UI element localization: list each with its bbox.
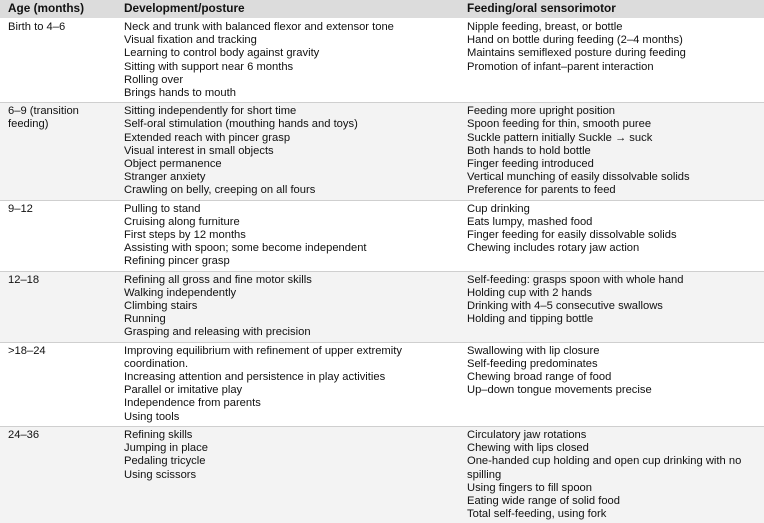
development-item: Improving equilibrium with refinement of upper extremity coordination. bbox=[124, 344, 402, 370]
development-item: Parallel or imitative play bbox=[124, 384, 243, 397]
feeding-item: Self-feeding: grasps spoon with whole hand bbox=[467, 273, 684, 286]
feeding-item: Holding cup with 2 hands bbox=[467, 286, 593, 299]
development-cell bbox=[116, 103, 459, 200]
development-item: Visual fixation and tracking bbox=[124, 34, 257, 47]
development-item: First steps by 12 months bbox=[124, 229, 246, 242]
development-item: Assisting with spoon; some become independent bbox=[124, 242, 367, 255]
age-label: 12–18 bbox=[8, 273, 40, 286]
feeding-item: Finger feeding for easily dissolvable solids bbox=[467, 229, 677, 242]
feeding-item: Maintains semiflexed posture during feeding bbox=[467, 47, 686, 60]
development-item: Increasing attention and persistence in play activities bbox=[124, 371, 386, 384]
feeding-item: Swallowing with lip closure bbox=[467, 344, 600, 357]
feeding-item: Suckle pattern initially Suckle → suck bbox=[467, 131, 653, 144]
development-item: Object permanence bbox=[124, 158, 222, 171]
development-item: Refining pincer grasp bbox=[124, 255, 230, 268]
development-cell bbox=[116, 342, 459, 426]
development-item: Brings hands to mouth bbox=[124, 87, 236, 100]
feeding-item: Preference for parents to feed bbox=[467, 184, 616, 197]
development-item: Neck and trunk with balanced flexor and extensor tone bbox=[124, 21, 394, 33]
feeding-item: Chewing broad range of food bbox=[467, 371, 612, 384]
development-item: Extended reach with pincer grasp bbox=[124, 131, 291, 144]
feeding-item: Chewing includes rotary jaw action bbox=[467, 242, 640, 255]
table-row bbox=[0, 426, 764, 523]
age-cell bbox=[0, 103, 116, 200]
age-cell bbox=[0, 271, 116, 342]
feeding-item: Feeding more upright position bbox=[467, 105, 616, 118]
column-header-feeding: Feeding/oral sensorimotor bbox=[459, 0, 764, 19]
feeding-item: Hand on bottle during feeding (2–4 months) bbox=[467, 34, 683, 47]
table-row bbox=[0, 103, 764, 200]
feeding-cell bbox=[459, 103, 764, 200]
development-item: Stranger anxiety bbox=[124, 171, 206, 184]
feeding-item: One-handed cup holding and open cup drinking with no spilling bbox=[467, 455, 742, 481]
development-item: Using tools bbox=[124, 410, 180, 423]
table-row bbox=[0, 342, 764, 426]
age-label: 9–12 bbox=[8, 202, 33, 215]
feeding-item: Nipple feeding, breast, or bottle bbox=[467, 21, 623, 33]
feeding-item: Holding and tipping bottle bbox=[467, 313, 594, 326]
feeding-cell bbox=[459, 426, 764, 523]
feeding-item: Up–down tongue movements precise bbox=[467, 384, 652, 397]
feeding-cell bbox=[459, 342, 764, 426]
development-item: Walking independently bbox=[124, 286, 237, 299]
table-header-row bbox=[0, 0, 764, 19]
development-item: Running bbox=[124, 313, 166, 326]
table-row bbox=[0, 19, 764, 103]
development-cell bbox=[116, 19, 459, 103]
age-cell bbox=[0, 426, 116, 523]
development-item: Learning to control body against gravity bbox=[124, 47, 320, 60]
development-cell bbox=[116, 200, 459, 271]
development-item: Rolling over bbox=[124, 73, 184, 86]
development-cell bbox=[116, 426, 459, 523]
development-item: Crawling on belly, creeping on all fours bbox=[124, 184, 316, 197]
feeding-item: Cup drinking bbox=[467, 202, 530, 215]
table-row bbox=[0, 200, 764, 271]
feeding-item: Circulatory jaw rotations bbox=[467, 428, 587, 441]
development-item: Climbing stairs bbox=[124, 300, 198, 313]
feeding-item: Spoon feeding for thin, smooth puree bbox=[467, 118, 652, 131]
age-label: 6–9 (transition feeding) bbox=[8, 105, 79, 131]
feeding-item: Using fingers to fill spoon bbox=[467, 481, 592, 494]
development-cell bbox=[116, 271, 459, 342]
table-row bbox=[0, 271, 764, 342]
development-item: Visual interest in small objects bbox=[124, 144, 274, 157]
development-item: Jumping in place bbox=[124, 442, 208, 455]
feeding-item: Eats lumpy, mashed food bbox=[467, 215, 593, 228]
feeding-item: Finger feeding introduced bbox=[467, 158, 594, 171]
age-label: 24–36 bbox=[8, 428, 40, 441]
feeding-item: Total self-feeding, using fork bbox=[467, 508, 607, 521]
development-item: Pedaling tricycle bbox=[124, 455, 206, 468]
feeding-cell bbox=[459, 19, 764, 103]
column-header-development: Development/posture bbox=[116, 0, 459, 19]
age-cell bbox=[0, 342, 116, 426]
development-item: Sitting with support near 6 months bbox=[124, 60, 294, 73]
development-item: Grasping and releasing with precision bbox=[124, 326, 311, 339]
column-header-age: Age (months) bbox=[0, 0, 116, 19]
development-item: Sitting independently for short time bbox=[124, 105, 297, 118]
feeding-item: Vertical munching of easily dissolvable solids bbox=[467, 171, 690, 184]
development-item: Self-oral stimulation (mouthing hands and toys) bbox=[124, 118, 358, 131]
development-item: Refining skills bbox=[124, 428, 193, 441]
feeding-item: Drinking with 4–5 consecutive swallows bbox=[467, 300, 663, 313]
development-item: Independence from parents bbox=[124, 397, 261, 410]
development-item: Cruising along furniture bbox=[124, 215, 240, 228]
feeding-item: Promotion of infant–parent interaction bbox=[467, 60, 654, 73]
development-item: Refining all gross and fine motor skills bbox=[124, 273, 312, 286]
age-cell bbox=[0, 200, 116, 271]
feeding-item: Both hands to hold bottle bbox=[467, 144, 591, 157]
age-label: Birth to 4–6 bbox=[8, 21, 66, 33]
development-item: Using scissors bbox=[124, 468, 197, 481]
feeding-cell bbox=[459, 200, 764, 271]
age-cell bbox=[0, 19, 116, 103]
feeding-item: Chewing with lips closed bbox=[467, 442, 589, 455]
feeding-item: Eating wide range of solid food bbox=[467, 494, 620, 507]
feeding-item: Self-feeding predominates bbox=[467, 357, 598, 370]
development-item: Pulling to stand bbox=[124, 202, 201, 215]
feeding-cell bbox=[459, 271, 764, 342]
age-label: >18–24 bbox=[8, 344, 46, 357]
